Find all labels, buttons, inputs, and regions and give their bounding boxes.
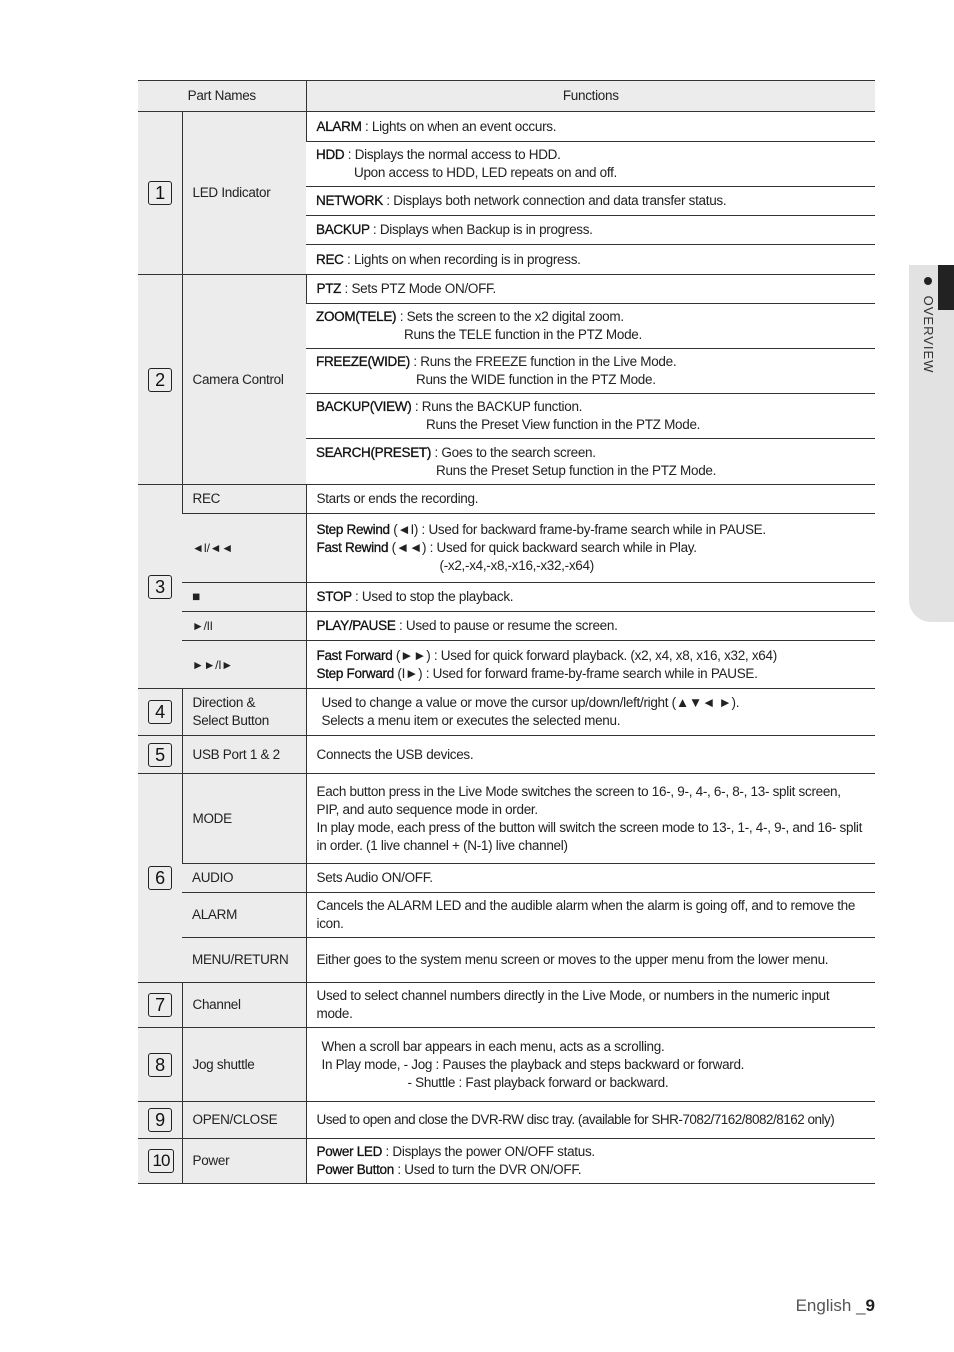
table-row bbox=[138, 583, 875, 612]
function-cell bbox=[306, 1139, 875, 1184]
function-text: : Lights on when recording is in progress. bbox=[343, 251, 581, 267]
part-number-badge: 1 bbox=[148, 181, 172, 205]
function-key: Fast Forward bbox=[316, 647, 393, 663]
function-text: (◄◄) : Used for quick backward search while in Play. bbox=[388, 540, 697, 555]
function-cell: Cancels the ALARM LED and the audible alarm when the alarm is going off, and to remove the icon. bbox=[306, 893, 875, 938]
function-text: : Displays when Backup is in progress. bbox=[369, 222, 593, 237]
function-text: : Displays the normal access to HDD. bbox=[344, 147, 561, 162]
function-cell bbox=[306, 439, 875, 485]
function-text: - Shuttle : Fast playback forward or backward. bbox=[407, 1074, 669, 1090]
function-cell bbox=[306, 216, 875, 245]
function-key: BACKUP(VIEW) bbox=[316, 399, 412, 414]
page-footer bbox=[796, 1296, 875, 1316]
function-cell bbox=[306, 304, 875, 349]
function-text: In play mode, each press of the button will switch the screen mode to 13-, 1-, 4-, 9-, and 16- split in order. (1 live channel + (N-1) live channel) bbox=[316, 819, 863, 853]
part-number-badge: 10 bbox=[148, 1149, 174, 1173]
function-cell bbox=[306, 514, 875, 583]
function-text: Runs the Preset View function in the PTZ Mode. bbox=[426, 417, 701, 432]
table-row bbox=[138, 641, 875, 689]
part-number-cell bbox=[138, 983, 182, 1028]
part-name-cell: REC bbox=[182, 485, 306, 514]
table-row bbox=[138, 1102, 875, 1139]
function-key: Power LED bbox=[316, 1144, 383, 1159]
function-text: : Goes to the search screen. bbox=[431, 444, 596, 460]
function-key: NETWORK bbox=[316, 193, 383, 208]
play-pause-icon: ►/II bbox=[182, 612, 306, 641]
table-row bbox=[138, 275, 875, 304]
part-number-cell bbox=[138, 1102, 182, 1139]
function-text: Runs the WIDE function in the PTZ Mode. bbox=[416, 372, 656, 387]
function-text: : Lights on when an event occurs. bbox=[361, 118, 557, 134]
function-key: Step Rewind bbox=[316, 522, 390, 537]
function-text: When a scroll bar appears in each menu, acts as a scrolling. bbox=[321, 1038, 665, 1054]
function-key: REC bbox=[316, 251, 344, 267]
function-key: SEARCH(PRESET) bbox=[316, 444, 432, 460]
function-text: Used to change a value or move the cursor up/down/left/right (▲▼◄ ►). bbox=[321, 695, 740, 710]
function-cell bbox=[306, 349, 875, 394]
function-key: Step Forward bbox=[316, 665, 394, 681]
table-row bbox=[138, 1139, 875, 1184]
part-number-cell bbox=[138, 774, 182, 983]
function-cell bbox=[306, 641, 875, 689]
table-row bbox=[138, 938, 875, 983]
function-text: : Used to stop the playback. bbox=[351, 589, 514, 604]
function-text: : Displays the power ON/OFF status. bbox=[382, 1144, 595, 1159]
function-cell: Used to select channel numbers directly in the Live Mode, or numbers in the numeric input mode. bbox=[306, 983, 875, 1028]
footer-language: English _ bbox=[795, 1296, 866, 1315]
table-header-row bbox=[138, 81, 875, 112]
function-cell: Connects the USB devices. bbox=[306, 736, 875, 774]
function-text: Runs the Preset Setup function in the PTZ Mode. bbox=[436, 462, 717, 478]
part-name-cell: OPEN/CLOSE bbox=[182, 1102, 306, 1139]
part-name-cell: ALARM bbox=[182, 893, 306, 938]
function-text: Runs the TELE function in the PTZ Mode. bbox=[404, 327, 642, 342]
function-cell bbox=[306, 394, 875, 439]
table-row bbox=[138, 1028, 875, 1102]
function-text: (-x2,-x4,-x8,-x16,-x32,-x64) bbox=[439, 558, 594, 573]
side-section-label bbox=[912, 277, 936, 397]
function-cell: Sets Audio ON/OFF. bbox=[306, 864, 875, 893]
stop-icon: ■ bbox=[182, 583, 306, 612]
part-name-cell: MENU/RETURN bbox=[182, 938, 306, 983]
part-name-cell: LED Indicator bbox=[182, 112, 306, 275]
function-key: HDD bbox=[316, 147, 345, 162]
function-cell bbox=[306, 583, 875, 612]
part-number-cell bbox=[138, 485, 182, 689]
table-row bbox=[138, 689, 875, 736]
rewind-icon: ◄I/◄◄ bbox=[182, 514, 306, 583]
part-number-cell bbox=[138, 689, 182, 736]
part-name-cell: Camera Control bbox=[182, 275, 306, 485]
part-number-badge: 7 bbox=[148, 993, 172, 1017]
function-key: PTZ bbox=[316, 281, 342, 296]
part-number-badge: 9 bbox=[148, 1108, 172, 1132]
function-text: : Sets the screen to the x2 digital zoom. bbox=[396, 309, 624, 324]
function-text: : Sets PTZ Mode ON/OFF. bbox=[341, 281, 496, 296]
part-number-cell bbox=[138, 736, 182, 774]
part-number-badge: 3 bbox=[148, 575, 172, 599]
part-name-cell: Channel bbox=[182, 983, 306, 1028]
bullet-icon bbox=[924, 277, 932, 285]
function-cell bbox=[306, 689, 875, 736]
function-text: : Used to pause or resume the screen. bbox=[395, 618, 618, 633]
table-row bbox=[138, 612, 875, 641]
table-row bbox=[138, 774, 875, 864]
function-cell bbox=[306, 275, 875, 304]
function-key: Power Button bbox=[316, 1162, 394, 1177]
side-section-text: OVERVIEW bbox=[921, 295, 936, 374]
function-text: (I►) : Used for forward frame-by-frame search while in PAUSE. bbox=[393, 665, 758, 681]
part-number-badge: 4 bbox=[148, 700, 172, 724]
function-text: Each button press in the Live Mode switches the screen to 16-, 9-, 4-, 6-, 8-, 13- split screen, PIP, and auto sequence mode in order. bbox=[316, 783, 841, 817]
table-row bbox=[138, 736, 875, 774]
part-number-cell bbox=[138, 112, 182, 275]
function-text: : Runs the FREEZE function in the Live Mode. bbox=[409, 354, 677, 369]
part-number-badge: 6 bbox=[148, 866, 172, 890]
function-cell: Used to open and close the DVR-RW disc tray. (available for SHR-7082/7162/8082/8162 only) bbox=[306, 1102, 875, 1139]
table-row bbox=[138, 514, 875, 583]
function-key: PLAY/PAUSE bbox=[316, 618, 396, 633]
function-cell bbox=[306, 112, 875, 142]
part-number-badge: 5 bbox=[148, 743, 172, 767]
function-key: FREEZE(WIDE) bbox=[316, 354, 410, 369]
function-key: ALARM bbox=[316, 118, 362, 134]
part-name-cell: Direction & Select Button bbox=[182, 689, 306, 736]
fast-forward-icon: ►►/I► bbox=[182, 641, 306, 689]
part-number-badge: 8 bbox=[148, 1053, 172, 1077]
function-cell bbox=[306, 1028, 875, 1102]
function-cell bbox=[306, 187, 875, 216]
table-row bbox=[138, 983, 875, 1028]
function-text: : Used to turn the DVR ON/OFF. bbox=[393, 1162, 582, 1177]
part-name-cell: USB Port 1 & 2 bbox=[182, 736, 306, 774]
function-cell: Starts or ends the recording. bbox=[306, 485, 875, 514]
table-row bbox=[138, 485, 875, 514]
table-row bbox=[138, 893, 875, 938]
function-key: ZOOM(TELE) bbox=[316, 309, 397, 324]
part-number-cell bbox=[138, 1028, 182, 1102]
table-row bbox=[138, 864, 875, 893]
part-number-cell bbox=[138, 275, 182, 485]
function-cell bbox=[306, 245, 875, 275]
function-cell bbox=[306, 774, 875, 864]
part-number-badge: 2 bbox=[148, 368, 172, 392]
part-name-cell: Jog shuttle bbox=[182, 1028, 306, 1102]
function-key: Fast Rewind bbox=[316, 540, 389, 555]
part-names-table bbox=[138, 80, 875, 1184]
page-number: 9 bbox=[865, 1296, 875, 1315]
function-text: (◄I) : Used for backward frame-by-frame search while in PAUSE. bbox=[389, 522, 766, 537]
part-name-cell: AUDIO bbox=[182, 864, 306, 893]
function-cell: Either goes to the system menu screen or moves to the upper menu from the lower menu. bbox=[306, 938, 875, 983]
function-cell bbox=[306, 612, 875, 641]
function-text: Selects a menu item or executes the selected menu. bbox=[321, 713, 621, 728]
function-text: : Displays both network connection and data transfer status. bbox=[382, 193, 727, 208]
part-number-cell bbox=[138, 1139, 182, 1184]
part-name-cell: Power bbox=[182, 1139, 306, 1184]
function-text: Upon access to HDD, LED repeats on and off. bbox=[354, 165, 618, 180]
function-text: (►►) : Used for quick forward playback. (x2, x4, x8, x16, x32, x64) bbox=[392, 647, 777, 663]
header-part-names: Part Names bbox=[138, 81, 306, 112]
part-name-cell: MODE bbox=[182, 774, 306, 864]
function-key: BACKUP bbox=[316, 222, 370, 237]
function-text: In Play mode, - Jog : Pauses the playback and steps backward or forward. bbox=[321, 1056, 745, 1072]
function-key: STOP bbox=[316, 589, 352, 604]
function-text: : Runs the BACKUP function. bbox=[411, 399, 583, 414]
header-functions: Functions bbox=[306, 81, 875, 112]
side-tab-marker bbox=[938, 265, 954, 310]
table-row bbox=[138, 112, 875, 142]
function-cell bbox=[306, 142, 875, 187]
